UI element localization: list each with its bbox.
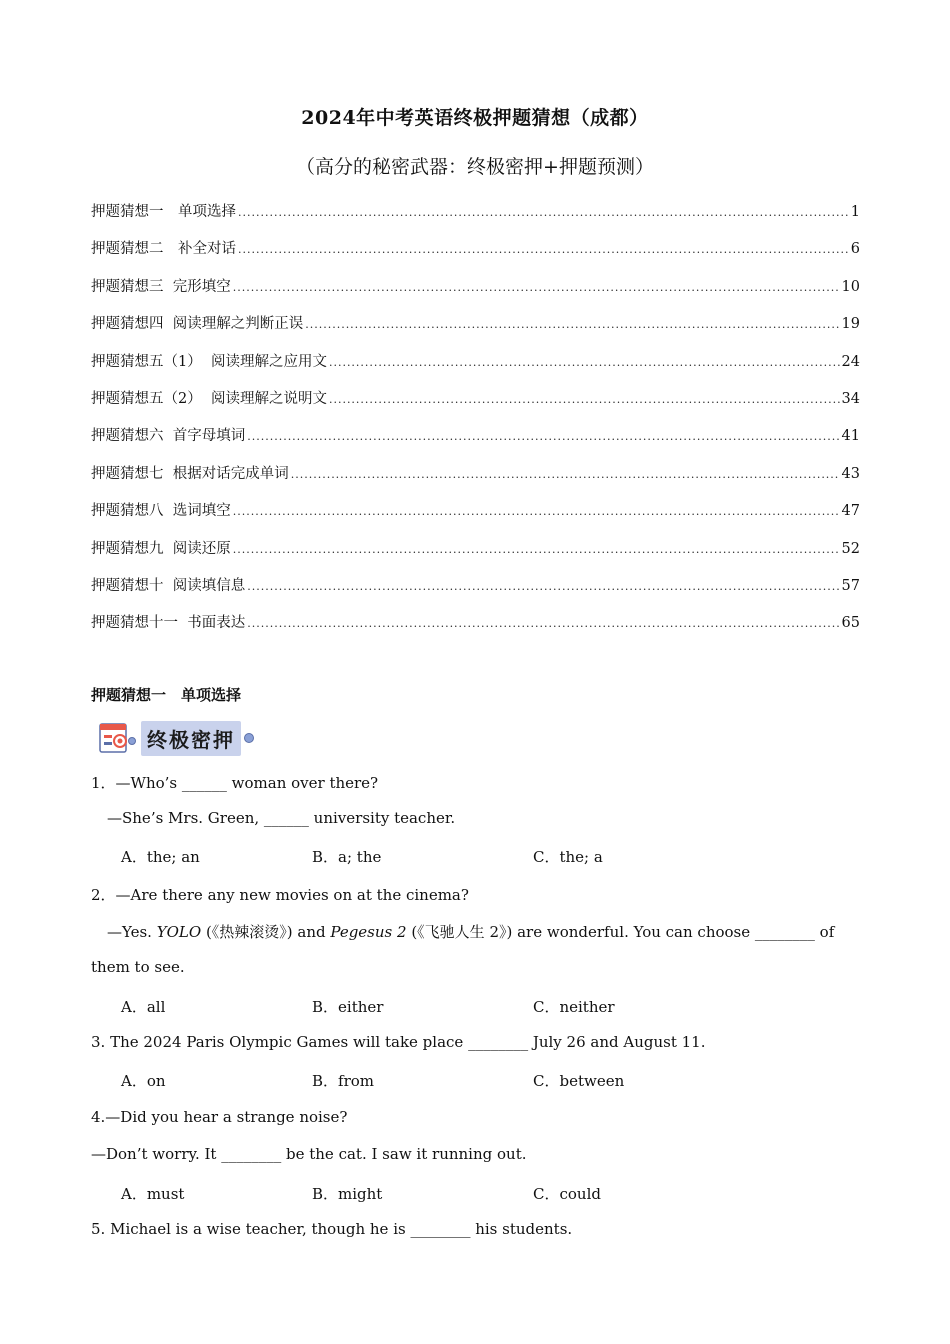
- toc-entry[interactable]: [91, 424, 860, 461]
- document-subtitle: （高分的秘密武器：终极密押+押题预测）: [296, 156, 654, 178]
- question-4-option-b[interactable]: B．might: [312, 1185, 383, 1203]
- toc-entry[interactable]: [91, 611, 860, 648]
- question-1-option-a[interactable]: A．the; an: [121, 848, 200, 866]
- toc-page: 41: [841, 428, 860, 445]
- toc-page: 47: [841, 503, 860, 520]
- question-2-option-a[interactable]: A．all: [121, 998, 166, 1016]
- question-3-option-c[interactable]: C．between: [533, 1072, 625, 1090]
- question-2-option-c[interactable]: C．neither: [533, 998, 615, 1016]
- toc-entry[interactable]: [91, 200, 860, 237]
- question-1-option-c[interactable]: C．the; a: [533, 848, 603, 866]
- target-icon: [99, 721, 137, 755]
- movie-title: Pegesus 2: [330, 923, 407, 941]
- question-1-reply: —She’s Mrs. Green, ______ university teacher.: [107, 809, 456, 827]
- toc-page: 52: [841, 540, 860, 557]
- toc-page: 6: [850, 241, 860, 258]
- toc-label: 押题猜想五（1） 阅读理解之应用文: [91, 353, 327, 370]
- toc-entry[interactable]: [91, 275, 860, 312]
- toc-page: 57: [841, 577, 860, 594]
- toc-label: 押题猜想八 选词填空: [91, 503, 231, 520]
- toc-page: 43: [841, 465, 860, 482]
- toc-entry[interactable]: [91, 462, 860, 499]
- toc-entry[interactable]: [91, 237, 860, 274]
- toc-label: 押题猜想一 单项选择: [91, 204, 236, 220]
- toc-page: 19: [841, 316, 860, 333]
- movie-title: YOLO: [156, 923, 202, 941]
- question-5-stem: 5. Michael is a wise teacher, though he is ________ his students.: [91, 1220, 573, 1238]
- question-2-option-b[interactable]: B．either: [312, 998, 384, 1016]
- toc-label: 押题猜想九 阅读还原: [91, 540, 231, 557]
- question-2-continuation: them to see.: [91, 958, 185, 976]
- question-2-reply: —Yes. YOLO (《热辣滚烫》) and Pegesus 2 (《飞驰人生 2》) are wonderful. You can choose ________ of: [107, 923, 835, 941]
- toc-label: 押题猜想二 补全对话: [91, 241, 236, 258]
- toc-entry[interactable]: [91, 537, 860, 574]
- toc-page: 10: [841, 278, 860, 295]
- question-4-stem: 4.—Did you hear a strange noise?: [91, 1108, 348, 1126]
- toc-label: 押题猜想六 首字母填词: [91, 428, 246, 445]
- badge-label: 终极密押: [141, 721, 241, 756]
- toc-page: 24: [841, 353, 860, 370]
- toc-entry[interactable]: [91, 387, 860, 424]
- toc-label: 押题猜想十 阅读填信息: [91, 577, 246, 594]
- table-of-contents: [91, 200, 860, 649]
- toc-label: 押题猜想三 完形填空: [91, 278, 231, 295]
- toc-entry[interactable]: [91, 574, 860, 611]
- question-4-option-a[interactable]: A．must: [121, 1185, 185, 1203]
- toc-page: 1: [850, 204, 860, 220]
- document-title: 2024年中考英语终极押题猜想（成都）: [301, 107, 649, 129]
- toc-label: 押题猜想十一 书面表达: [91, 615, 246, 632]
- question-4-reply: —Don’t worry. It ________ be the cat. I saw it running out.: [91, 1145, 527, 1163]
- toc-label: 押题猜想四 阅读理解之判断正误: [91, 316, 304, 333]
- question-1-stem: 1．—Who’s ______ woman over there?: [91, 774, 379, 792]
- question-4-option-c[interactable]: C．could: [533, 1185, 601, 1203]
- question-2-stem: 2．—Are there any new movies on at the cinema?: [91, 886, 469, 904]
- toc-entry[interactable]: [91, 350, 860, 387]
- toc-entry[interactable]: [91, 499, 860, 536]
- question-3-option-b[interactable]: B．from: [312, 1072, 374, 1090]
- toc-entry[interactable]: [91, 312, 860, 349]
- question-3-option-a[interactable]: A．on: [121, 1072, 166, 1090]
- toc-page: 34: [841, 390, 860, 407]
- question-1-option-b[interactable]: B．a; the: [312, 848, 382, 866]
- toc-label: 押题猜想七 根据对话完成单词: [91, 465, 289, 482]
- dot-icon: [244, 733, 254, 743]
- toc-label: 押题猜想五（2） 阅读理解之说明文: [91, 390, 327, 407]
- toc-page: 65: [841, 615, 860, 632]
- section-badge: [99, 719, 254, 757]
- question-3-stem: 3. The 2024 Paris Olympic Games will take place ________ July 26 and August 11.: [91, 1033, 706, 1051]
- section-heading: 押题猜想一 单项选择: [91, 686, 242, 704]
